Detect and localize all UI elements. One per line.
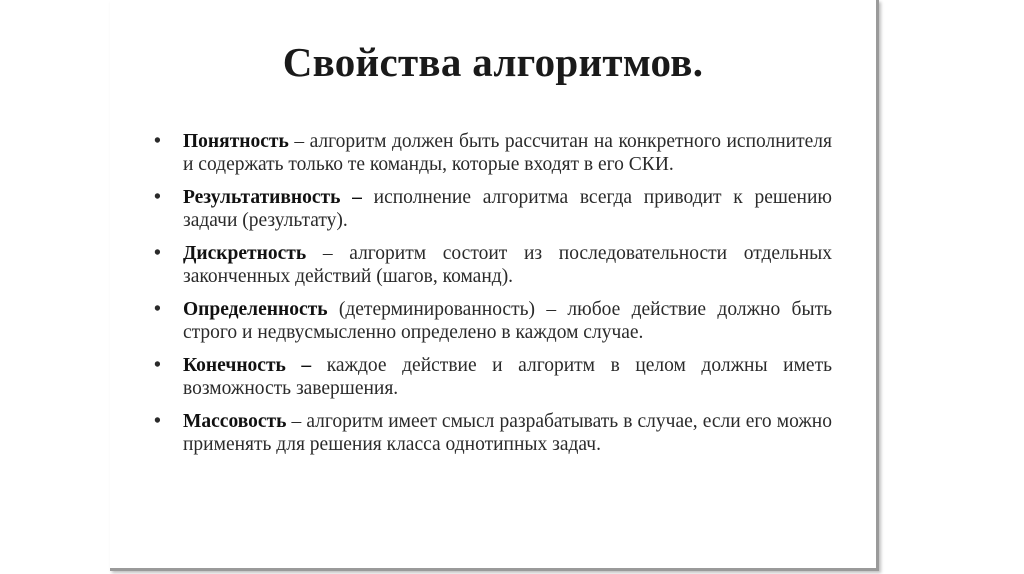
list-item-finiteness bbox=[148, 354, 832, 400]
item-term: Массовость bbox=[183, 411, 287, 432]
bullet-icon: • bbox=[154, 243, 161, 264]
properties-list bbox=[148, 130, 832, 466]
item-text: (детерминированность) – любое действие должно быть строго и недвусмысленно определено в каждом случае. bbox=[183, 299, 832, 343]
item-text: каждое действие и алгоритм в целом должны иметь возможность завершения. bbox=[183, 355, 832, 399]
item-term: Конечность – bbox=[183, 355, 312, 376]
list-item-understandability bbox=[148, 130, 832, 176]
item-term: Определенность bbox=[183, 299, 328, 320]
list-item-determinacy bbox=[148, 298, 832, 344]
bullet-icon: • bbox=[154, 411, 161, 432]
item-text: – алгоритм состоит из последовательности отдельных законченных действий (шагов, команд). bbox=[183, 243, 832, 287]
item-text: исполнение алгоритма всегда приводит к решению задачи (результату). bbox=[183, 187, 832, 231]
item-term: Понятность bbox=[183, 131, 289, 152]
list-item-effectiveness bbox=[148, 186, 832, 232]
item-term: Дискретность bbox=[183, 243, 307, 264]
slide-title: Свойства алгоритмов. bbox=[282, 39, 704, 85]
list-item-discreteness bbox=[148, 242, 832, 288]
item-term: Результативность – bbox=[183, 187, 362, 208]
bullet-icon: • bbox=[154, 131, 161, 152]
bullet-icon: • bbox=[154, 355, 161, 376]
slide bbox=[110, 0, 879, 571]
item-text: – алгоритм должен быть рассчитан на конкретного исполнителя и содержать только те команды, которые входят в его СКИ. bbox=[183, 131, 832, 175]
list-item-mass-character bbox=[148, 410, 832, 456]
bullet-icon: • bbox=[154, 187, 161, 208]
item-text: – алгоритм имеет смысл разрабатывать в случае, если его можно применять для решения класса однотипных задач. bbox=[183, 411, 832, 455]
bullet-icon: • bbox=[154, 299, 161, 320]
